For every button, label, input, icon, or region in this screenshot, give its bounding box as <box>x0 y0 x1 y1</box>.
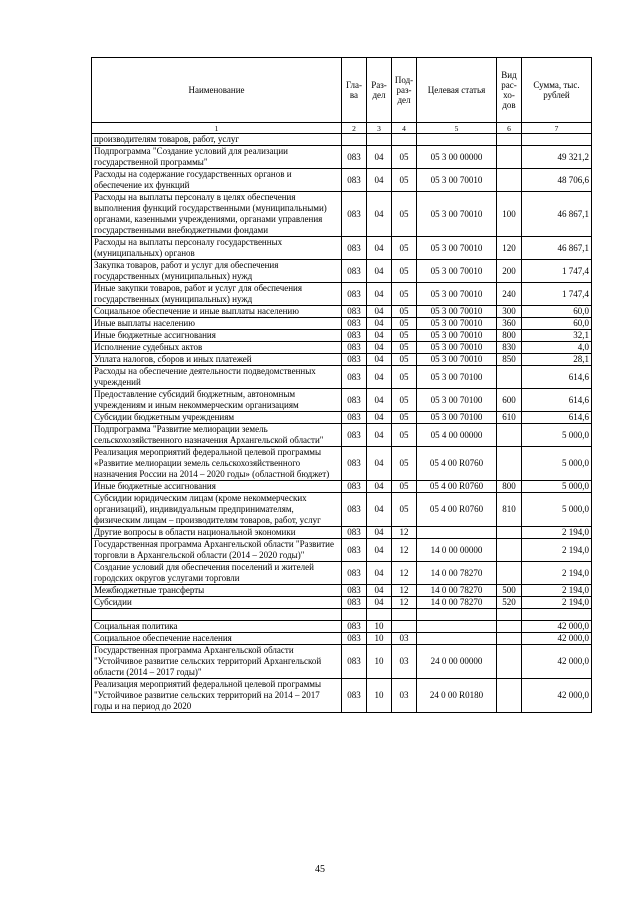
column-number: 2 <box>342 123 367 134</box>
row-glava: 083 <box>342 169 367 192</box>
row-vid <box>497 169 522 192</box>
row-summa: 4,0 <box>522 342 592 354</box>
row-podrazdel: 05 <box>392 237 417 260</box>
row-vid: 830 <box>497 342 522 354</box>
column-number: 3 <box>367 123 392 134</box>
row-name: Другие вопросы в области национальной экономики <box>92 527 342 539</box>
row-summa: 42 000,0 <box>522 621 592 633</box>
table-row <box>92 562 592 585</box>
table-header-row <box>92 58 592 123</box>
row-razdel <box>367 134 392 146</box>
row-summa: 46 867,1 <box>522 192 592 237</box>
header-name: Наименование <box>92 58 342 123</box>
row-name: Государственная программа Архангельской области "Устойчивое развитие сельских территорий Архангельской области (2014 – 2017 годы)" <box>92 645 342 679</box>
row-statya: 05 3 00 70100 <box>417 389 497 412</box>
row-summa <box>522 609 592 621</box>
row-name: Подпрограмма "Создание условий для реализации государственной программы" <box>92 146 342 169</box>
row-summa: 2 194,0 <box>522 527 592 539</box>
row-statya: 05 3 00 70010 <box>417 306 497 318</box>
row-podrazdel: 05 <box>392 306 417 318</box>
row-name: Расходы на выплаты персоналу в целях обеспечения выполнения функций государственными (муниципальными) органами, казенными учреждениями, органами управления государственными внебюджетными фондами <box>92 192 342 237</box>
row-vid: 610 <box>497 412 522 424</box>
row-glava: 083 <box>342 342 367 354</box>
row-glava: 083 <box>342 597 367 609</box>
row-podrazdel: 05 <box>392 192 417 237</box>
row-name: Реализация мероприятий федеральной целевой программы «Развитие мелиорации земель сельскохозяйственного назначения России на 2014 – 2020 годы» (областной бюджет) <box>92 447 342 481</box>
table-row <box>92 306 592 318</box>
row-summa: 2 194,0 <box>522 562 592 585</box>
table-row <box>92 169 592 192</box>
row-name: Создание условий для обеспечения поселений и жителей городских округов услугами торговли <box>92 562 342 585</box>
row-statya: 05 3 00 70010 <box>417 169 497 192</box>
row-name: Иные выплаты населению <box>92 318 342 330</box>
row-glava: 083 <box>342 645 367 679</box>
row-summa: 614,6 <box>522 366 592 389</box>
row-statya: 05 3 00 70010 <box>417 260 497 283</box>
row-razdel: 04 <box>367 597 392 609</box>
row-razdel: 04 <box>367 585 392 597</box>
row-razdel: 04 <box>367 342 392 354</box>
row-name: Расходы на выплаты персоналу государственных (муниципальных) органов <box>92 237 342 260</box>
row-podrazdel: 03 <box>392 679 417 713</box>
row-razdel: 04 <box>367 169 392 192</box>
table-row <box>92 237 592 260</box>
row-glava: 083 <box>342 679 367 713</box>
row-summa: 5 000,0 <box>522 424 592 447</box>
row-glava: 083 <box>342 447 367 481</box>
row-vid <box>497 146 522 169</box>
row-summa: 2 194,0 <box>522 585 592 597</box>
table-row <box>92 330 592 342</box>
row-vid <box>497 621 522 633</box>
row-statya: 05 3 00 70010 <box>417 192 497 237</box>
row-summa: 1 747,4 <box>522 260 592 283</box>
table-body <box>92 134 592 713</box>
row-summa: 42 000,0 <box>522 679 592 713</box>
table-row <box>92 609 592 621</box>
row-razdel: 04 <box>367 260 392 283</box>
row-razdel: 10 <box>367 645 392 679</box>
row-vid: 850 <box>497 354 522 366</box>
row-razdel: 04 <box>367 146 392 169</box>
row-podrazdel: 12 <box>392 562 417 585</box>
row-summa: 2 194,0 <box>522 597 592 609</box>
table-row <box>92 192 592 237</box>
row-summa: 614,6 <box>522 389 592 412</box>
row-razdel: 04 <box>367 283 392 306</box>
row-vid: 300 <box>497 306 522 318</box>
row-vid <box>497 562 522 585</box>
row-name: Расходы на содержание государственных органов и обеспечение их функций <box>92 169 342 192</box>
row-summa: 60,0 <box>522 306 592 318</box>
row-statya: 05 3 00 70010 <box>417 237 497 260</box>
table-row <box>92 493 592 527</box>
header-statya: Целевая статья <box>417 58 497 123</box>
row-podrazdel: 12 <box>392 527 417 539</box>
row-vid <box>497 447 522 481</box>
row-vid <box>497 539 522 562</box>
row-statya <box>417 527 497 539</box>
table-row <box>92 283 592 306</box>
row-statya: 14 0 00 78270 <box>417 562 497 585</box>
row-razdel: 04 <box>367 192 392 237</box>
column-number: 7 <box>522 123 592 134</box>
row-podrazdel: 03 <box>392 633 417 645</box>
row-name <box>92 609 342 621</box>
header-vid: Вид рас-хо-дов <box>497 58 522 123</box>
table-row <box>92 481 592 493</box>
row-statya: 05 4 00 R0760 <box>417 493 497 527</box>
header-podrazdel: Под-раз-дел <box>392 58 417 123</box>
row-statya: 05 4 00 00000 <box>417 424 497 447</box>
row-vid <box>497 609 522 621</box>
row-name: Исполнение судебных актов <box>92 342 342 354</box>
row-razdel: 04 <box>367 389 392 412</box>
row-glava: 083 <box>342 412 367 424</box>
row-vid <box>497 366 522 389</box>
row-podrazdel: 05 <box>392 366 417 389</box>
row-vid: 240 <box>497 283 522 306</box>
row-glava <box>342 134 367 146</box>
row-statya: 14 0 00 78270 <box>417 585 497 597</box>
table-row <box>92 412 592 424</box>
table-row <box>92 597 592 609</box>
row-glava: 083 <box>342 318 367 330</box>
header-summa: Сумма, тыс. рублей <box>522 58 592 123</box>
row-podrazdel: 05 <box>392 354 417 366</box>
table-row <box>92 354 592 366</box>
row-name: производителям товаров, работ, услуг <box>92 134 342 146</box>
row-name: Подпрограмма "Развитие мелиорации земель сельскохозяйственного назначения Архангельской области" <box>92 424 342 447</box>
row-glava: 083 <box>342 539 367 562</box>
table-row <box>92 134 592 146</box>
row-summa: 614,6 <box>522 412 592 424</box>
row-glava: 083 <box>342 283 367 306</box>
row-razdel: 04 <box>367 562 392 585</box>
row-razdel: 04 <box>367 447 392 481</box>
row-statya: 14 0 00 78270 <box>417 597 497 609</box>
row-summa: 42 000,0 <box>522 645 592 679</box>
row-vid: 800 <box>497 481 522 493</box>
row-glava: 083 <box>342 481 367 493</box>
row-summa: 32,1 <box>522 330 592 342</box>
row-podrazdel: 05 <box>392 260 417 283</box>
row-summa: 5 000,0 <box>522 447 592 481</box>
table-row <box>92 366 592 389</box>
column-number-row <box>92 123 592 134</box>
row-glava: 083 <box>342 192 367 237</box>
row-statya: 05 3 00 70010 <box>417 342 497 354</box>
row-summa <box>522 134 592 146</box>
row-statya: 14 0 00 00000 <box>417 539 497 562</box>
row-glava: 083 <box>342 237 367 260</box>
row-razdel: 04 <box>367 539 392 562</box>
row-summa: 2 194,0 <box>522 539 592 562</box>
table-row <box>92 389 592 412</box>
row-razdel <box>367 609 392 621</box>
row-name: Социальное обеспечение населения <box>92 633 342 645</box>
row-summa: 60,0 <box>522 318 592 330</box>
row-name: Социальное обеспечение и иные выплаты населению <box>92 306 342 318</box>
row-vid: 600 <box>497 389 522 412</box>
row-podrazdel: 05 <box>392 283 417 306</box>
row-vid: 810 <box>497 493 522 527</box>
row-vid: 800 <box>497 330 522 342</box>
row-razdel: 04 <box>367 412 392 424</box>
row-glava: 083 <box>342 527 367 539</box>
row-statya: 05 3 00 70100 <box>417 412 497 424</box>
row-vid <box>497 134 522 146</box>
row-name: Государственная программа Архангельской области "Развитие торговли в Архангельской области (2014 – 2020 годы)" <box>92 539 342 562</box>
row-podrazdel: 12 <box>392 539 417 562</box>
row-glava: 083 <box>342 621 367 633</box>
row-name: Предоставление субсидий бюджетным, автономным учреждениям и иным некоммерческим организациям <box>92 389 342 412</box>
row-statya: 05 3 00 70010 <box>417 330 497 342</box>
row-podrazdel <box>392 134 417 146</box>
row-razdel: 04 <box>367 306 392 318</box>
row-glava: 083 <box>342 330 367 342</box>
table-row <box>92 539 592 562</box>
budget-table <box>91 57 592 713</box>
row-podrazdel: 03 <box>392 645 417 679</box>
row-name: Уплата налогов, сборов и иных платежей <box>92 354 342 366</box>
table-row <box>92 318 592 330</box>
row-vid <box>497 527 522 539</box>
row-name: Социальная политика <box>92 621 342 633</box>
row-glava: 083 <box>342 389 367 412</box>
table-row <box>92 621 592 633</box>
row-razdel: 10 <box>367 679 392 713</box>
row-glava: 083 <box>342 493 367 527</box>
row-podrazdel: 05 <box>392 146 417 169</box>
table-row <box>92 146 592 169</box>
row-glava: 083 <box>342 585 367 597</box>
row-name: Иные бюджетные ассигнования <box>92 330 342 342</box>
header-razdel: Раз-дел <box>367 58 392 123</box>
row-podrazdel: 05 <box>392 389 417 412</box>
table-row <box>92 424 592 447</box>
row-summa: 5 000,0 <box>522 481 592 493</box>
column-number: 4 <box>392 123 417 134</box>
row-razdel: 04 <box>367 424 392 447</box>
row-podrazdel: 12 <box>392 585 417 597</box>
row-podrazdel: 05 <box>392 447 417 481</box>
row-vid: 500 <box>497 585 522 597</box>
row-podrazdel: 05 <box>392 342 417 354</box>
row-glava: 083 <box>342 260 367 283</box>
row-razdel: 04 <box>367 237 392 260</box>
row-vid <box>497 633 522 645</box>
row-vid: 120 <box>497 237 522 260</box>
row-name: Закупка товаров, работ и услуг для обеспечения государственных (муниципальных) нужд <box>92 260 342 283</box>
row-razdel: 04 <box>367 318 392 330</box>
row-podrazdel: 12 <box>392 597 417 609</box>
row-statya: 24 0 00 00000 <box>417 645 497 679</box>
row-summa: 1 747,4 <box>522 283 592 306</box>
row-podrazdel: 05 <box>392 424 417 447</box>
row-podrazdel <box>392 621 417 633</box>
table-row <box>92 585 592 597</box>
column-number: 5 <box>417 123 497 134</box>
row-statya <box>417 134 497 146</box>
row-statya: 05 3 00 70010 <box>417 354 497 366</box>
row-name: Субсидии бюджетным учреждениям <box>92 412 342 424</box>
row-name: Иные бюджетные ассигнования <box>92 481 342 493</box>
row-glava: 083 <box>342 424 367 447</box>
row-glava: 083 <box>342 562 367 585</box>
row-statya: 05 4 00 R0760 <box>417 481 497 493</box>
row-glava: 083 <box>342 306 367 318</box>
row-razdel: 04 <box>367 527 392 539</box>
row-razdel: 04 <box>367 330 392 342</box>
table-row <box>92 645 592 679</box>
row-summa: 28,1 <box>522 354 592 366</box>
row-name: Субсидии юридическим лицам (кроме некоммерческих организаций), индивидуальным предпринимателям, физическим лицам – производителям товаров, работ, услуг <box>92 493 342 527</box>
row-name: Иные закупки товаров, работ и услуг для обеспечения государственных (муниципальных) нужд <box>92 283 342 306</box>
table-row <box>92 633 592 645</box>
row-vid <box>497 645 522 679</box>
row-summa: 5 000,0 <box>522 493 592 527</box>
row-statya: 05 3 00 70100 <box>417 366 497 389</box>
row-vid: 360 <box>497 318 522 330</box>
row-summa: 48 706,6 <box>522 169 592 192</box>
table-row <box>92 447 592 481</box>
row-glava: 083 <box>342 354 367 366</box>
row-podrazdel <box>392 609 417 621</box>
row-statya <box>417 633 497 645</box>
row-name: Расходы на обеспечение деятельности подведомственных учреждений <box>92 366 342 389</box>
row-podrazdel: 05 <box>392 169 417 192</box>
row-razdel: 04 <box>367 481 392 493</box>
row-summa: 49 321,2 <box>522 146 592 169</box>
row-vid: 200 <box>497 260 522 283</box>
table-row <box>92 260 592 283</box>
row-name: Субсидии <box>92 597 342 609</box>
row-name: Межбюджетные трансферты <box>92 585 342 597</box>
row-summa: 42 000,0 <box>522 633 592 645</box>
row-razdel: 10 <box>367 633 392 645</box>
row-vid <box>497 679 522 713</box>
row-vid: 520 <box>497 597 522 609</box>
row-podrazdel: 05 <box>392 318 417 330</box>
row-glava: 083 <box>342 146 367 169</box>
column-number: 1 <box>92 123 342 134</box>
table-row <box>92 342 592 354</box>
row-glava: 083 <box>342 366 367 389</box>
row-statya: 05 3 00 70010 <box>417 283 497 306</box>
row-razdel: 04 <box>367 354 392 366</box>
row-statya <box>417 609 497 621</box>
row-podrazdel: 05 <box>392 493 417 527</box>
row-statya: 05 4 00 R0760 <box>417 447 497 481</box>
table-row <box>92 527 592 539</box>
row-statya: 05 3 00 00000 <box>417 146 497 169</box>
row-statya: 05 3 00 70010 <box>417 318 497 330</box>
row-glava <box>342 609 367 621</box>
row-podrazdel: 05 <box>392 481 417 493</box>
row-statya <box>417 621 497 633</box>
header-glava: Гла-ва <box>342 58 367 123</box>
row-vid <box>497 424 522 447</box>
row-podrazdel: 05 <box>392 330 417 342</box>
row-glava: 083 <box>342 633 367 645</box>
row-summa: 46 867,1 <box>522 237 592 260</box>
row-name: Реализация мероприятий федеральной целевой программы "Устойчивое развитие сельских территорий на 2014 – 2017 годы и на период до 2020 <box>92 679 342 713</box>
row-statya: 24 0 00 R0180 <box>417 679 497 713</box>
row-podrazdel: 05 <box>392 412 417 424</box>
row-razdel: 04 <box>367 493 392 527</box>
column-number: 6 <box>497 123 522 134</box>
page-number: 45 <box>315 864 325 875</box>
row-razdel: 04 <box>367 366 392 389</box>
table-row <box>92 679 592 713</box>
row-vid: 100 <box>497 192 522 237</box>
row-razdel: 10 <box>367 621 392 633</box>
